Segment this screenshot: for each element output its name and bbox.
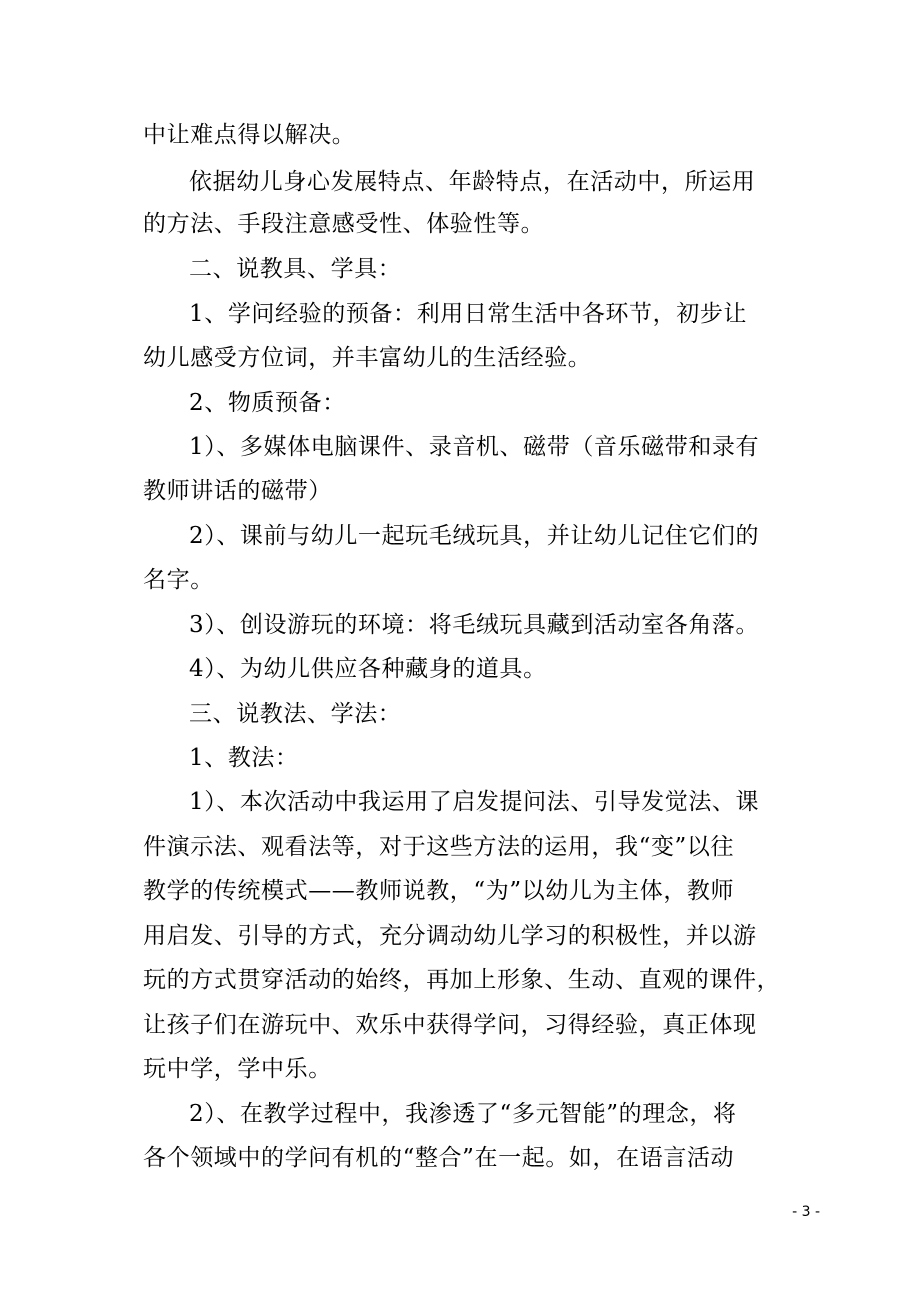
text-line: 1）、本次活动中我运用了启发提问法、引导发觉法、课 xyxy=(189,789,760,815)
text-line: 2）、课前与幼儿一起玩毛绒玩具，并让幼儿记住它们的 xyxy=(189,523,760,549)
text-line: 中让难点得以解决。 xyxy=(143,122,356,148)
text-line: 2、物质预备： xyxy=(189,390,346,416)
text-line: 件演示法、观看法等，对于这些方法的运用，我“变”以往 xyxy=(143,834,735,860)
text-line: 让孩子们在游玩中、欢乐中获得学问，习得经验，真正体现 xyxy=(143,1012,757,1038)
text-line: 2）、在教学过程中，我渗透了“多元智能”的理念，将 xyxy=(189,1101,737,1127)
text-line: 各个领域中的学问有机的“整合”在一起。如，在语言活动 xyxy=(143,1145,735,1171)
section-heading: 二、说教具、学具： xyxy=(189,256,402,282)
text-line: 教学的传统模式——教师说教，“为”以幼儿为主体，教师 xyxy=(143,878,735,904)
text-line: 玩中学，学中乐。 xyxy=(143,1056,332,1082)
text-line: 1、学问经验的预备：利用日常生活中各环节，初步让 xyxy=(189,301,748,327)
text-line: 的方法、手段注意感受性、体验性等。 xyxy=(143,211,545,237)
text-line: 教师讲话的磁带） xyxy=(143,478,332,504)
text-line: 3）、创设游玩的环境：将毛绒玩具藏到活动室各角落。 xyxy=(189,612,760,638)
text-line: 幼儿感受方位词，并丰富幼儿的生活经验。 xyxy=(143,345,592,371)
section-heading: 三、说教法、学法： xyxy=(189,701,402,727)
text-line: 1、教法： xyxy=(189,745,299,771)
page-number: - 3 - xyxy=(792,1204,820,1220)
text-line: 玩的方式贯穿活动的始终，再加上形象、生动、直观的课件， xyxy=(143,967,781,993)
text-line: 4）、为幼儿供应各种藏身的道具。 xyxy=(189,656,547,682)
text-line: 用启发、引导的方式，充分调动幼儿学习的积极性，并以游 xyxy=(143,923,757,949)
text-line: 依据幼儿身心发展特点、年龄特点，在活动中，所运用 xyxy=(189,169,756,195)
text-line: 1）、多媒体电脑课件、录音机、磁带（音乐磁带和录有 xyxy=(189,434,760,460)
text-line: 名字。 xyxy=(143,567,214,593)
